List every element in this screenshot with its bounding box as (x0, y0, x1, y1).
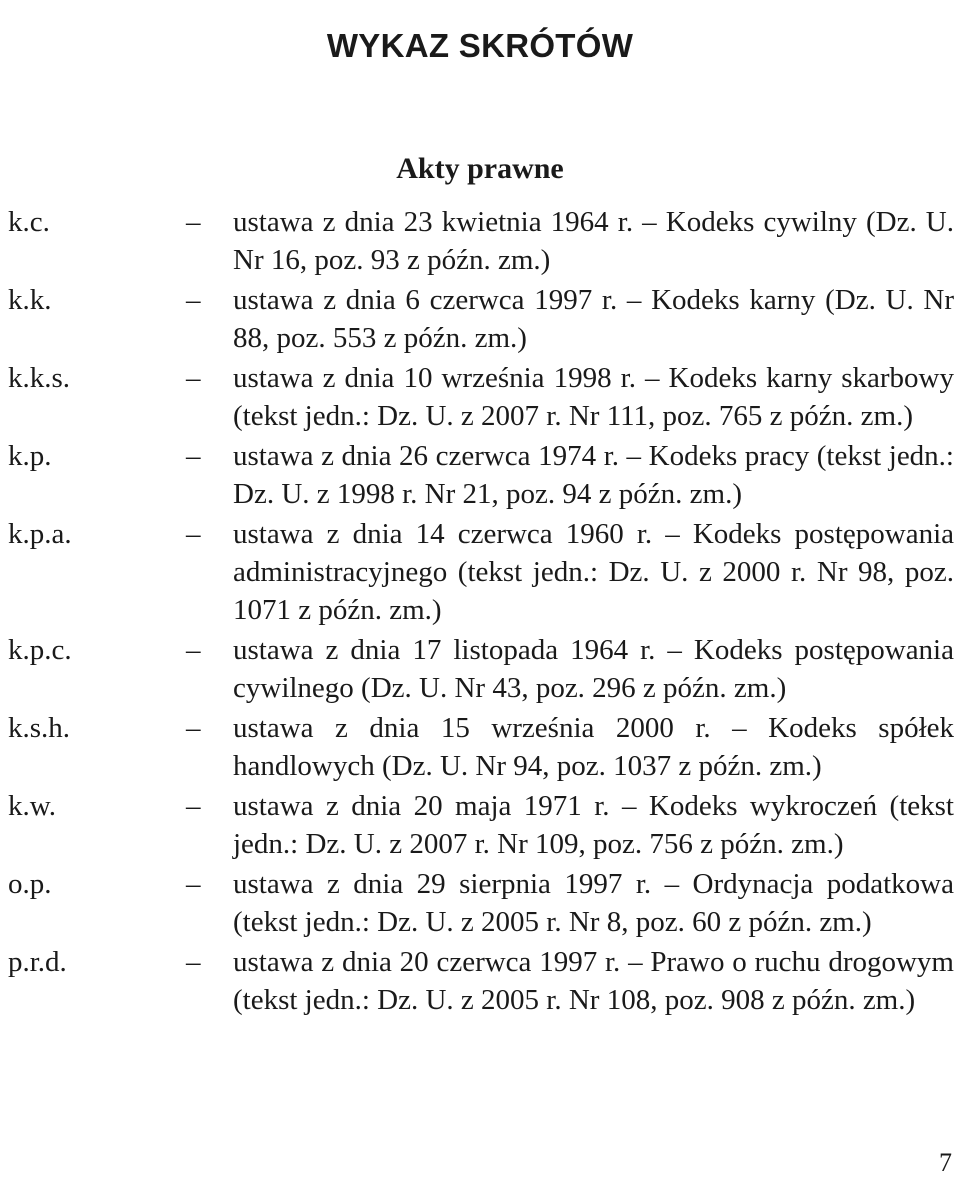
page-number: 7 (939, 1148, 952, 1177)
abbreviation-description: ustawa z dnia 20 maja 1971 r. – Kodeks wykroczeń (tekst jedn.: Dz. U. z 2007 r. Nr 109, poz. 756 z późn. zm.) (233, 790, 954, 860)
abbreviation-entry (8, 515, 954, 629)
entry-dash: – (186, 518, 201, 550)
abbreviation-description: ustawa z dnia 17 listopada 1964 r. – Kodeks postępowania cywilnego (Dz. U. Nr 43, poz. 296 z późn. zm.) (233, 634, 954, 704)
abbreviation-description: ustawa z dnia 6 czerwca 1997 r. – Kodeks karny (Dz. U. Nr 88, poz. 553 z późn. zm.) (233, 284, 954, 354)
abbreviation-entry (8, 787, 954, 863)
abbreviation-list (8, 203, 954, 1021)
abbreviation-entry (8, 865, 954, 941)
abbreviation-entry (8, 359, 954, 435)
entry-dash: – (186, 790, 201, 822)
section-title: Akty prawne (396, 151, 564, 185)
abbreviation-description: ustawa z dnia 20 czerwca 1997 r. – Prawo o ruchu drogowym (tekst jedn.: Dz. U. z 2005 r. Nr 108, poz. 908 z późn. zm.) (233, 946, 954, 1016)
abbreviation: k.k.s. (8, 362, 71, 394)
abbreviation-description: ustawa z dnia 23 kwietnia 1964 r. – Kodeks cywilny (Dz. U. Nr 16, poz. 93 z późn. zm.) (233, 206, 954, 276)
entry-dash: – (186, 868, 201, 900)
abbreviation: k.c. (8, 206, 50, 238)
abbreviation: k.p.c. (8, 634, 72, 666)
abbreviation-entry (8, 203, 954, 279)
abbreviation: k.p.a. (8, 518, 72, 550)
entry-dash: – (186, 440, 201, 472)
abbreviation: p.r.d. (8, 946, 67, 978)
entry-dash: – (186, 284, 201, 316)
abbreviation-description: ustawa z dnia 15 września 2000 r. – Kodeks spółek handlowych (Dz. U. Nr 94, poz. 1037 z późn. zm.) (233, 712, 954, 782)
abbreviation-entry (8, 437, 954, 513)
abbreviation-entry (8, 631, 954, 707)
abbreviation-description: ustawa z dnia 29 sierpnia 1997 r. – Ordynacja podatkowa (tekst jedn.: Dz. U. z 2005 r. Nr 8, poz. 60 z późn. zm.) (233, 868, 954, 938)
entry-dash: – (186, 634, 201, 666)
abbreviation-description: ustawa z dnia 10 września 1998 r. – Kodeks karny skarbowy (tekst jedn.: Dz. U. z 2007 r. Nr 111, poz. 765 z późn. zm.) (233, 362, 954, 432)
abbreviation: o.p. (8, 868, 52, 900)
abbreviation-description: ustawa z dnia 14 czerwca 1960 r. – Kodeks postępowania administracyjnego (tekst jedn.: Dz. U. z 2000 r. Nr 98, poz. 1071 z późn. zm.) (233, 518, 954, 626)
abbreviation: k.p. (8, 440, 52, 472)
abbreviation: k.w. (8, 790, 57, 822)
abbreviation-description: ustawa z dnia 26 czerwca 1974 r. – Kodeks pracy (tekst jedn.: Dz. U. z 1998 r. Nr 21, poz. 94 z późn. zm.) (233, 440, 954, 510)
page-title: WYKAZ SKRÓTÓW (326, 27, 634, 65)
abbreviation-entry (8, 943, 954, 1019)
abbreviation: k.s.h. (8, 712, 71, 744)
abbreviation-entry (8, 709, 954, 785)
entry-dash: – (186, 362, 201, 394)
entry-dash: – (186, 946, 201, 978)
abbreviation-entry (8, 281, 954, 357)
entry-dash: – (186, 206, 201, 238)
entry-dash: – (186, 712, 201, 744)
abbreviation: k.k. (8, 284, 52, 316)
